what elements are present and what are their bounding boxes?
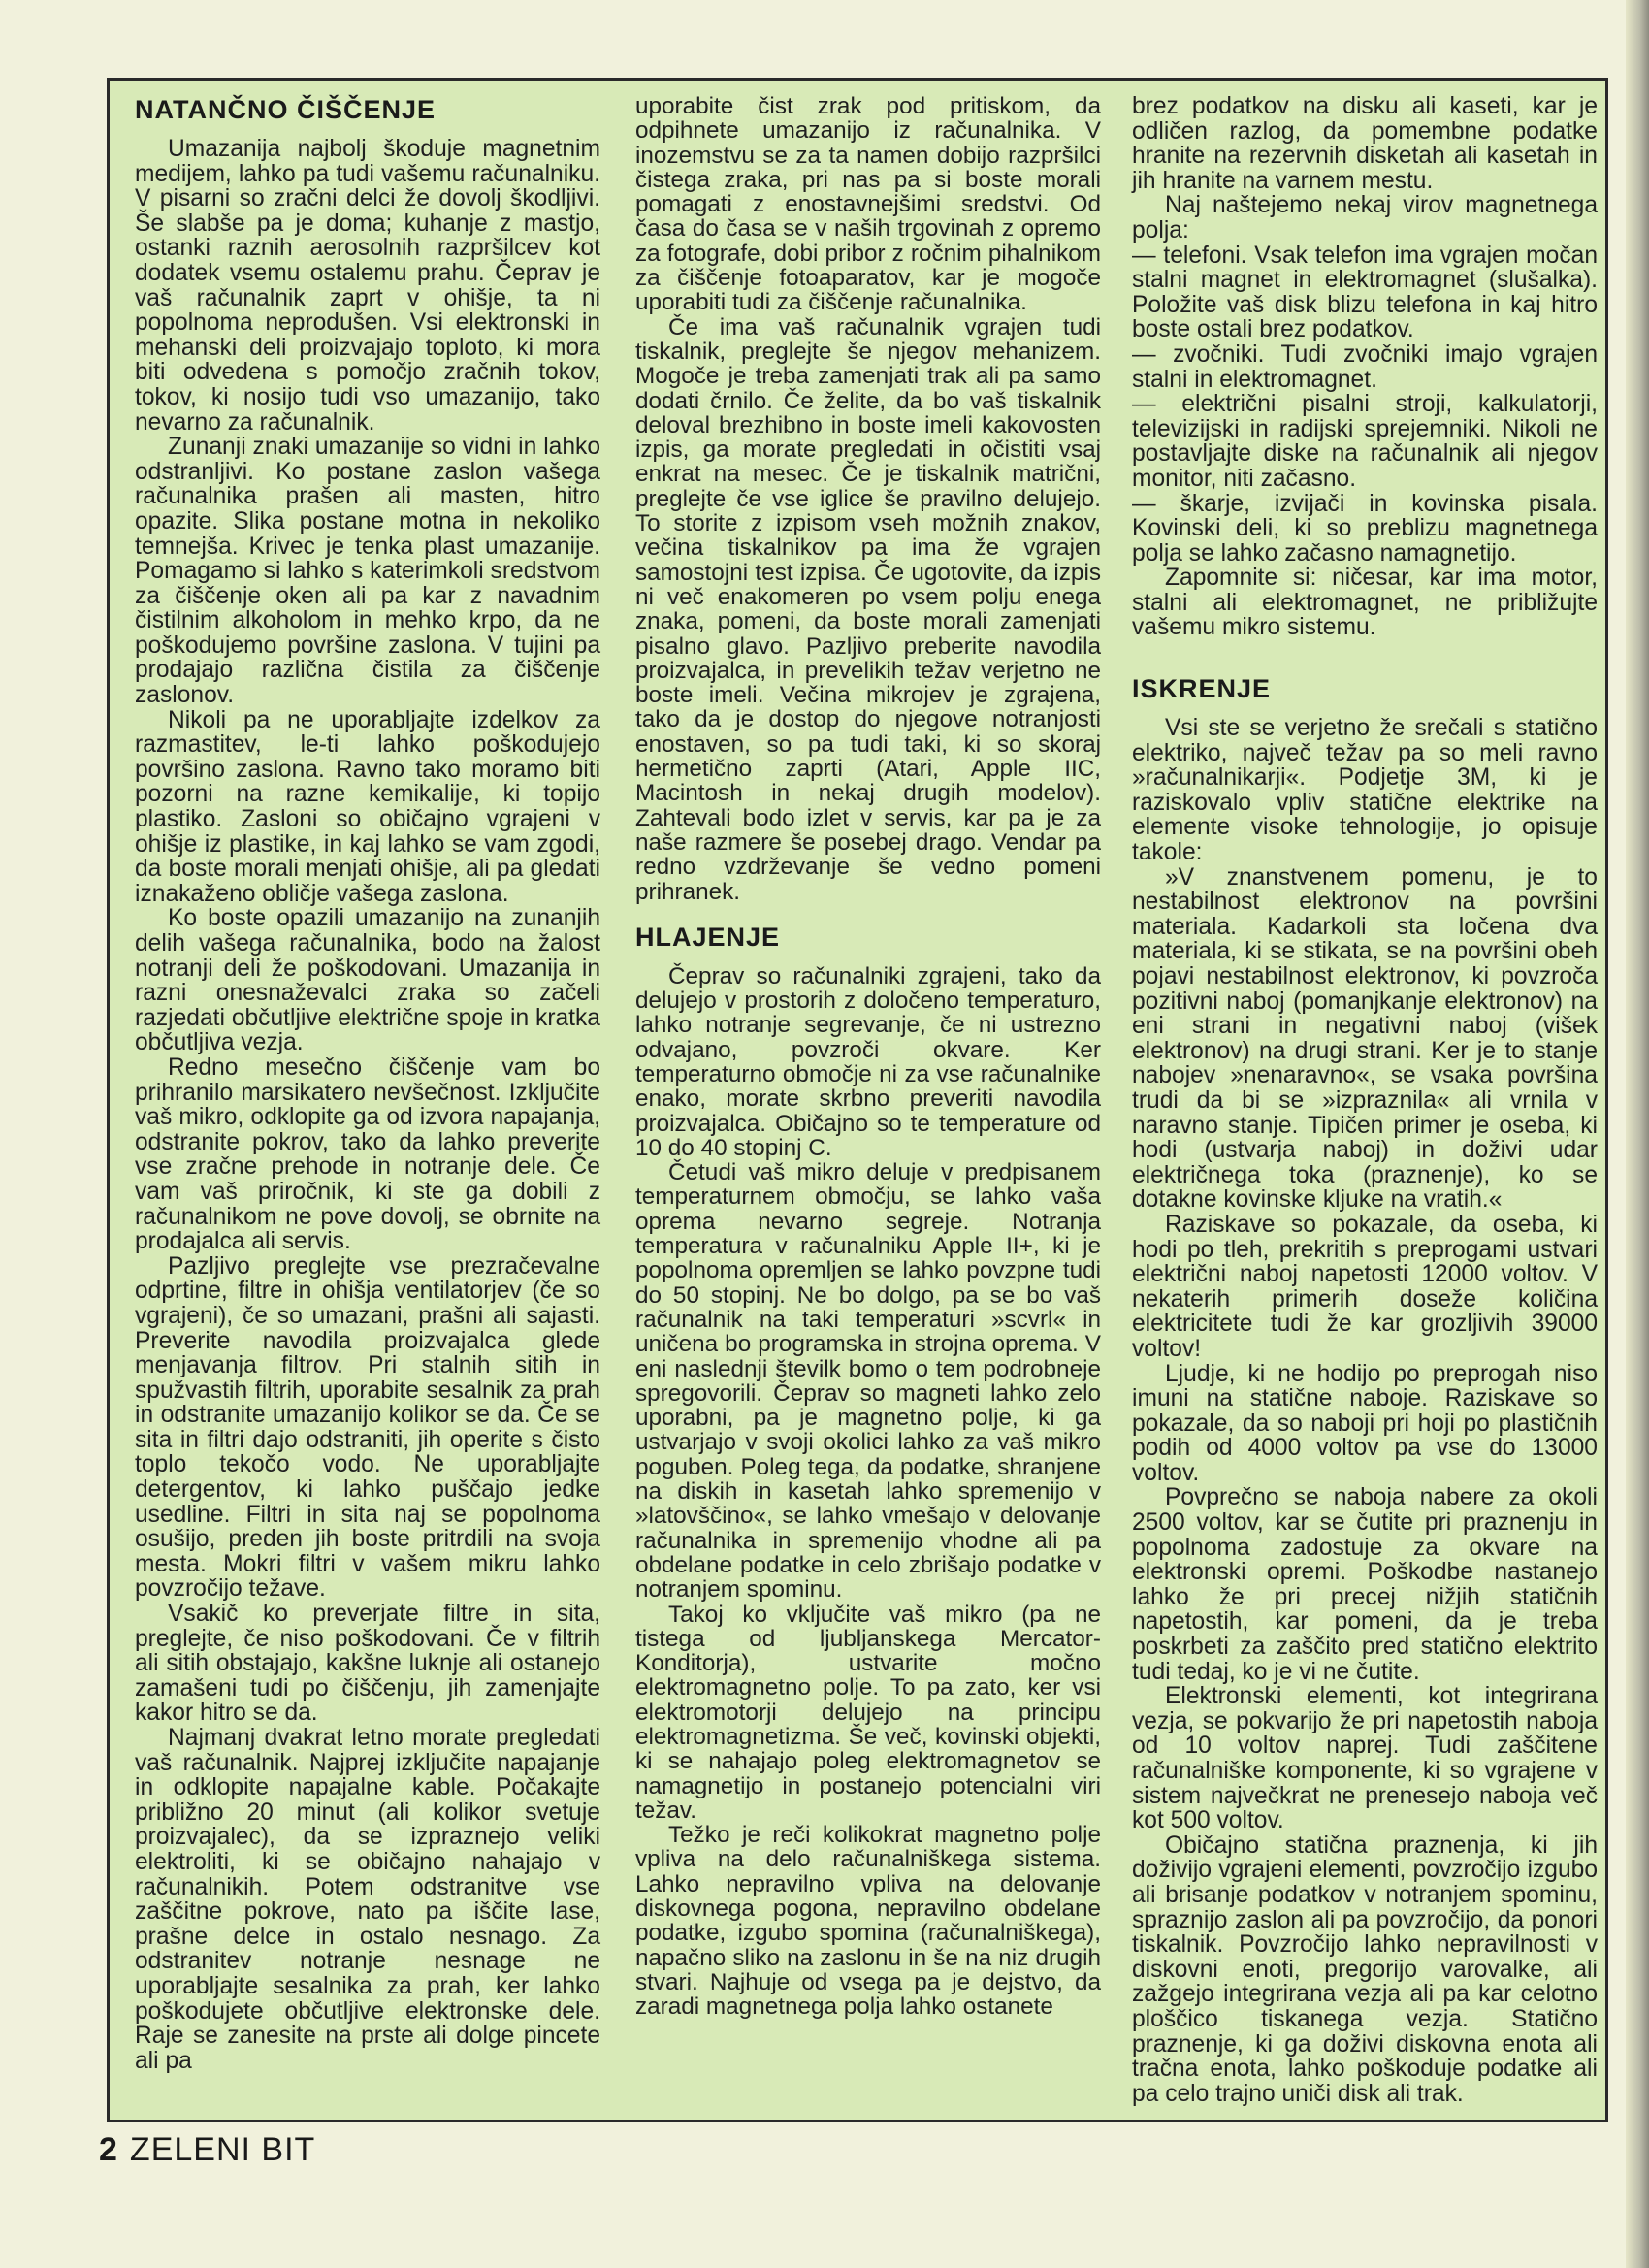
article-column-1 — [135, 94, 600, 2073]
paragraph: uporabite čist zrak pod pritiskom, da odpihnete umazanijo iz računalnika. V inozemstvu se za ta namen dobijo razpršilci čistega zraka, pri nas pa si boste morali pomagati z enostavnejšimi sredstvi. Od časa do časa se v naših trgovinah z opremo za fotografe, dobi pribor z ročnim pihalnikom za čiščenje fotoaparatov, kar je mogoče uporabiti tudi za čiščenje računalnika. — [635, 93, 1101, 316]
section-heading-sparking: ISKRENJE — [1132, 674, 1272, 704]
paragraph: Ko boste opazili umazanijo na zunanjih delih vašega računalnika, bodo na žalost notranji deli že poškodovani. Umazanija in razni onesnaževalci zraka so začeli razjedati občutljive električne spoje in kratka občutljiva vezja. — [135, 905, 600, 1056]
paragraph: Umazanija najbolj škoduje magnetnim medijem, lahko pa tudi vašemu računalniku. V pisarni so zračni delci že dovolj škodljivi. Še slabše pa je doma; kuhanje z mastjo, ostanki raznih aerosolnih razpršilcev kot dodatek vsemu ostalemu prahu. Čeprav je vaš računalnik zaprt v ohišje, ta ni popolnoma neprodušen. Vsi elektronski in mehanski deli proizvajajo toploto, ki mora biti odvedena s pomočjo zračnih tokov, tokov, ki nosijo tudi vso umazanijo, tako nevarno za računalnik. — [135, 136, 600, 436]
list-item: — škarje, izvijači in kovinska pisala. Kovinski deli, ki so preblizu magnetnega polja se lahko začasno namagnetijo. — [1132, 490, 1598, 567]
paragraph: Nikoli pa ne uporabljajte izdelkov za razmastitev, le-ti lahko poškodujejo površino zaslona. Ravno tako moramo biti pozorni na razne kemikalije, ki topijo plastiko. Zasloni so običajno vgrajeni v ohišje iz plastike, in kaj lahko se vam zgodi, da boste morali menjati ohišje, ali pa gledati iznakaženo obličje vašega zaslona. — [135, 706, 600, 907]
article-column-2 — [635, 94, 1101, 2020]
paragraph: Takoj ko vključite vaš mikro (pa ne tistega od ljubljanskega Mercator-Konditorja), ustvarite močno elektromagnetno polje. To pa zato, ker vsi elektromotorji delujejo na principu elektromagnetizma. Še več, kovinski objekti, ki se nahajajo poleg elektromagnetov se namagnetijo in postanejo potencialni viri težav. — [635, 1601, 1101, 1824]
paragraph: Najmanj dvakrat letno morate pregledati vaš računalnik. Najprej izključite napajanje in odklopite napajalne kable. Počakajte približno 20 minut (ali kolikor svetuje proizvajalec), da se izpraznejo veliki elektroliti, ki se običajno nahajajo v računalnikih. Potem odstranitve vse zaščitne pokrove, nato pa iščite lase, prašne delce in ostalo nesnago. Za odstranitev notranje nesnage ne uporabljajte sesalnika za prah, ker lahko poškodujete občutljive elektronske dele. Raje se zanesite na prste ali dolge pincete ali pa — [135, 1725, 600, 2074]
paragraph: Težko je reči kolikokrat magnetno polje vpliva na delo računalniškega sistema. Lahko nepravilno vpliva na delovanje diskovnega pogona, nepravilno obdelane podatke, izgubo spomina (računalniškega), napačno sliko na zaslonu in še na niz drugih stvari. Najhuje od vsega pa je dejstvo, da zaradi magnetnega polja lahko ostanete — [635, 1822, 1101, 2021]
magazine-name: ZELENI BIT — [129, 2131, 316, 2168]
section-heading-cleaning: NATANČNO ČIŠČENJE — [135, 95, 436, 124]
paragraph: Četudi vaš mikro deluje v predpisanem temperaturnem območju, se lahko vaša oprema nevarno segreje. Notranja temperatura v računalniku Apple II+, ki je popolnoma opremljen se lahko povzpne tudi do 50 stopinj. Ne bo dolgo, pa se bo vaš računalnik na taki temperaturi »scvrl« in uničena bo programska in strojna oprema. V eni naslednji številk bomo o tem podrobneje spregovorili. Čeprav so magneti lahko zelo uporabni, pa je magnetno polje, ki ga ustvarjajo v svoji okolici lahko za vaš mikro poguben. Poleg tega, da podatke, shranjene na diskih in kasetah lahko spremenijo v »latovščino«, se lahko vmešajo v delovanje računalnika in spremenijo vhodne ali pa obdelane podatke in celo zbrišajo podatke v notranjem spominu. — [635, 1159, 1101, 1604]
paragraph: Zapomnite si: ničesar, kar ima motor, stalni ali elektromagnet, ne približujte vašemu mikro sistemu. — [1132, 565, 1598, 641]
paragraph: Običajno statična praznenja, ki jih doživijo vgrajeni elementi, povzročijo izgubo ali brisanje podatkov v notranjem spominu, spraznijo zaslon ali pa povzročijo, da ponori tiskalnik. Povzročijo lahko nepravilnosti v diskovni enoti, pregorijo varovalke, ali zažgejo integrirana vezja ali pa kar celotno ploščico tiskanega vezja. Statično praznenje, ki ga doživi diskovna enota ali tračna enota, lahko poškoduje podatke ali pa celo trajno uniči disk ali trak. — [1132, 1831, 1598, 2107]
page-footer — [99, 2130, 315, 2169]
paragraph: Redno mesečno čiščenje vam bo prihranilo marsikatero nevšečnost. Izključite vaš mikro, odklopite ga od izvora napajanja, odstranite pokrov, tako da lahko preverite vse zračne prehode in notranje dele. Če vam vaš priročnik, ki ste ga dobili z računalnikom ne pove dovolj, se obrnite na prodajalca ali servis. — [135, 1053, 600, 1255]
list-item: — električni pisalni stroji, kalkulatorji, televizijski in radijski sprejemniki. Nikoli ne postavljajte diske na računalnik ali njegov monitor, niti začasno. — [1132, 391, 1598, 492]
paragraph: »V znanstvenem pomenu, je to nestabilnost elektronov na površini materiala. Kadarkoli sta ločena dva materiala, ki se stikata, se na površini obeh pojavi nestabilnost elektronov, ki povzroča pozitivni naboj (pomanjkanje elektronov) na eni strani in negativni naboj (višek elektronov) na drugi strani. Ker je to stanje nabojev »nenaravno«, se vsaka površina trudi da bi se »izpraznila« ali vrnila v naravno stanje. Tipičen primer je oseba, ki hodi (ustvarja naboj) in doživi udar električnega toka (praznenje), ko se dotakne kovinske kljuke na vratih.« — [1132, 863, 1598, 1214]
paragraph: Povprečno se naboja nabere za okoli 2500 voltov, kar se čutite pri praznenju in popolnoma zadostuje za okvare na elektronski opremi. Poškodbe nastanejo lahko že pri precej nižjih statičnih napetostih, kar pomeni, da je treba poskrbeti za zaščito pred statično elektrito tudi tedaj, ko je vi ne čutite. — [1132, 1484, 1598, 1685]
paragraph: Naj naštejemo nekaj virov magnetnega polja: — [1132, 192, 1598, 243]
paragraph: Pazljivo preglejte vse prezračevalne odprtine, filtre in ohišja ventilatorjev (če so vgrajeni), če so umazani, prašni ali sajasti. Preverite navodila proizvajalca glede menjavanja filtrov. Pri stalnih sitih in spužvastih filtrih, uporabite sesalnik za prah in odstranite umazanijo kolikor se da. Če se sita in filtri dajo odstraniti, jih operite s čisto toplo tekočo vodo. Ne uporabljajte detergentov, ki lahko puščajo jedke usedline. Filtri in sita naj se popolnoma osušijo, preden jih boste pritrdili na svoja mesta. Mokri filtri v vašem mikru lahko povzročijo težave. — [135, 1252, 600, 1603]
list-item: — telefoni. Vsak telefon ima vgrajen močan stalni magnet in elektromagnet (slušalka). Položite vaš disk blizu telefona in kaj hitro boste ostali brez podatkov. — [1132, 242, 1598, 343]
paragraph: Vsakič ko preverjate filtre in sita, preglejte, če niso poškodovani. Če v filtrih ali sitih obstajajo, kakšne luknje ali ostanejo zamašeni tudi po čiščenju, jih zamenjajte kakor hitro se da. — [135, 1601, 600, 1727]
paragraph: brez podatkov na disku ali kaseti, kar je odličen razlog, da pomembne podatke hranite na rezervnih disketah ali kasetah in jih hranite na varnem mestu. — [1132, 93, 1598, 194]
paragraph: Vsi ste se verjetno že srečali s statično elektriko, največ težav pa so meli ravno »računalnikarji«. Podjetje 3M, ki je raziskovalo vpliv statične elektrike na elemente visoke tehnologije, jo opisuje takole: — [1132, 715, 1598, 866]
paragraph: Elektronski elementi, kot integrirana vezja, se pokvarijo že pri napetostih naboja od 10 voltov naprej. Tudi zaščitene računalniške komponente, ki so vgrajene v sistem največkrat ne prenesejo naboja več kot 500 voltov. — [1132, 1683, 1598, 1834]
paragraph: Če ima vaš računalnik vgrajen tudi tiskalnik, preglejte še njegov mehanizem. Mogoče je treba zamenjati trak ali pa samo dodati črnilo. Če želite, da bo vaš tiskalnik deloval brezhibno in boste imeli kakovosten izpis, ga morate pregledati in očistiti vsaj enkrat na mesec. Če je tiskalnik matrični, preglejte če vse iglice še pravilno delujejo. To storite z izpisom vseh možnih znakov, večina tiskalnikov pa ima že vgrajen samostojni test izpisa. Če ugotovite, da izpis ni več enakomeren po vsem polju enega znaka, pomeni, da boste morali zamenjati pisalno glavo. Pazljivo preberite navodila proizvajalca, in prevelikih težav verjetno ne boste imeli. Večina mikrojev je zgrajena, tako da je dostop do njegove notranjosti enostaven, so pa tudi taki, ki so skoraj hermetično zaprti (Atari, Apple IIC, Macintosh in nekaj drugih modelov). Zahtevali bodo izlet v servis, kar pa je za naše razmere še posebej drago. Vendar pa redno vzdrževanje še vedno pomeni prihranek. — [635, 313, 1101, 905]
paragraph: Zunanji znaki umazanije so vidni in lahko odstranljivi. Ko postane zaslon vašega računalnika prašen ali masten, hitro opazite. Slika postane motna in nekoliko temnejša. Krivec je tenka plast umazanije. Pomagamo si lahko s katerimkoli sredstvom za čiščenje oken ali pa kar z navadnim čistilnim alkoholom in mehko krpo, da ne poškodujemo površine zaslona. V tujini pa prodajajo različna čistila za čiščenje zaslonov. — [135, 434, 600, 709]
section-heading-cooling: HLAJENJE — [635, 922, 781, 952]
paragraph: Čeprav so računalniki zgrajeni, tako da delujejo v prostorih z določeno temperaturo, lahko notranje segrevanje, če ni ustrezno odvajano, povzroči okvare. Ker temperaturno območje ni za vse računalnike enako, morate skrbno preveriti navodila proizvajalca. Običajno so te temperature od 10 do 40 stopinj C. — [635, 962, 1101, 1161]
article-column-3 — [1132, 94, 1598, 2106]
page-edge-shadow — [1626, 0, 1649, 2268]
paragraph: Ljudje, ki ne hodijo po preprogah niso imuni na statične naboje. Raziskave so pokazale, da so naboji pri hoji po plastičnih podih od 4000 voltov pa vse do 13000 voltov. — [1132, 1360, 1598, 1486]
article-panel — [107, 78, 1608, 2122]
list-item: — zvočniki. Tudi zvočniki imajo vgrajen stalni in elektromagnet. — [1132, 340, 1598, 393]
paragraph: Raziskave so pokazale, da oseba, ki hodi po tleh, prekritih s preprogami ustvari električni naboj napetosti 12000 voltov. V nekaterih primerih doseže količina elektricitete tudi že kar grozljivih 39000 voltov! — [1132, 1211, 1598, 1362]
page-number: 2 — [99, 2131, 118, 2168]
